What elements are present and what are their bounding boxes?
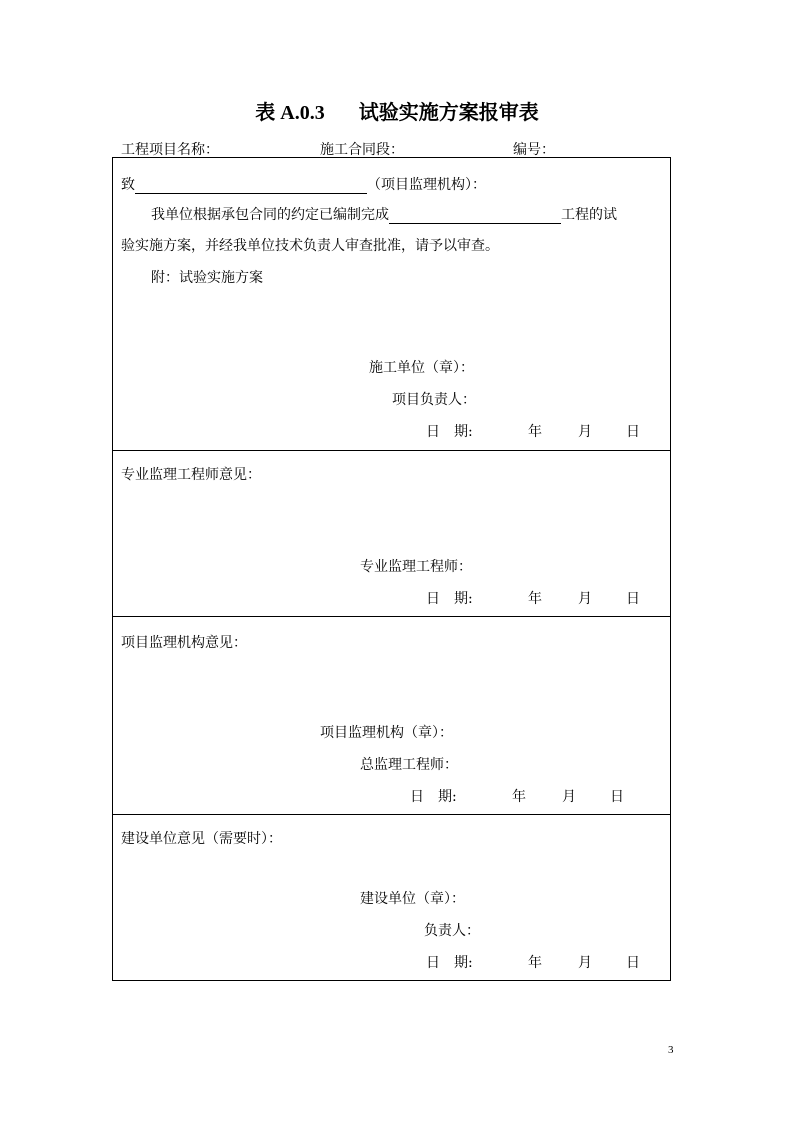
date-label: 日 期: bbox=[410, 789, 457, 805]
addressee-line bbox=[121, 174, 486, 194]
body-line-1-suffix: 工程的试 bbox=[561, 207, 617, 223]
page-number: 3 bbox=[668, 1044, 674, 1056]
engineer-sign-label: 专业监理工程师： bbox=[360, 559, 472, 575]
owner-opinion-heading: 建设单位意见（需要时）： bbox=[121, 831, 282, 847]
date-label: 日 期: bbox=[426, 591, 473, 607]
date-day: 日 bbox=[626, 591, 640, 607]
date-year: 年 bbox=[528, 424, 542, 440]
contractor-seal-label: 施工单位（章）： bbox=[369, 360, 474, 376]
date-day: 日 bbox=[610, 789, 624, 805]
date-row bbox=[426, 588, 646, 607]
engineer-opinion-heading: 专业监理工程师意见： bbox=[121, 467, 261, 483]
date-row bbox=[410, 786, 630, 805]
attachment-line: 附：试验实施方案 bbox=[151, 270, 263, 286]
addressee-blank[interactable] bbox=[135, 179, 367, 194]
date-year: 年 bbox=[528, 591, 542, 607]
date-row bbox=[426, 421, 646, 440]
date-day: 日 bbox=[626, 955, 640, 971]
project-name-label: 工程项目名称： bbox=[121, 142, 219, 158]
approval-form-table bbox=[112, 157, 671, 981]
date-label: 日 期: bbox=[426, 424, 473, 440]
chief-engineer-label: 总监理工程师： bbox=[360, 757, 458, 773]
body-line-2: 验实施方案，并经我单位技术负责人审查批准，请予以审查。 bbox=[121, 238, 499, 254]
body-line-1 bbox=[151, 204, 617, 224]
date-label: 日 期: bbox=[426, 955, 473, 971]
form-name: 试验实施方案报审表 bbox=[358, 100, 539, 124]
to-label: 致 bbox=[121, 177, 135, 193]
contract-label: 施工合同段： bbox=[320, 142, 404, 158]
date-month: 月 bbox=[578, 424, 592, 440]
date-row bbox=[426, 952, 646, 971]
section-supervising-engineer bbox=[113, 450, 670, 617]
section-owner bbox=[113, 814, 670, 981]
date-month: 月 bbox=[578, 591, 592, 607]
form-code: 表 A.0.3 bbox=[255, 102, 325, 124]
number-label: 编号： bbox=[513, 142, 555, 158]
agency-seal-label: 项目监理机构（章）： bbox=[320, 725, 453, 741]
owner-manager-label: 负责人： bbox=[424, 923, 480, 939]
page-title bbox=[0, 96, 794, 125]
project-manager-label: 项目负责人： bbox=[392, 392, 476, 408]
section-supervision-agency bbox=[113, 616, 670, 815]
date-day: 日 bbox=[626, 424, 640, 440]
owner-seal-label: 建设单位（章）： bbox=[360, 891, 465, 907]
agency-opinion-heading: 项目监理机构意见： bbox=[121, 635, 247, 651]
date-month: 月 bbox=[578, 955, 592, 971]
body-line-1-prefix: 我单位根据承包合同的约定已编制完成 bbox=[151, 207, 389, 223]
to-suffix: （项目监理机构）： bbox=[367, 177, 486, 193]
date-month: 月 bbox=[562, 789, 576, 805]
project-blank[interactable] bbox=[389, 209, 561, 224]
date-year: 年 bbox=[528, 955, 542, 971]
date-year: 年 bbox=[512, 789, 526, 805]
